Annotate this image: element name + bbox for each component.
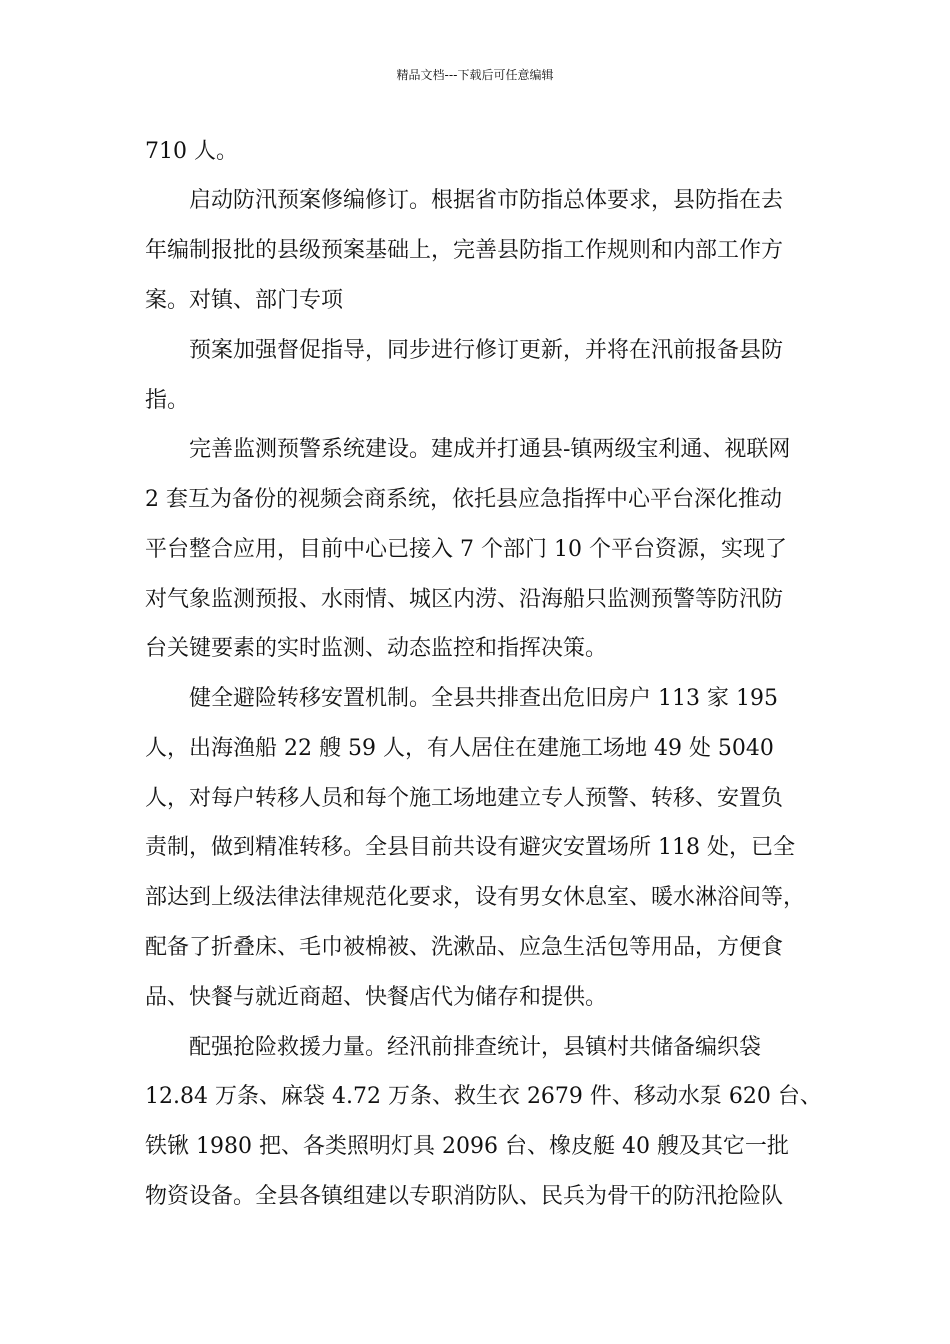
paragraph-start-line: 配强抢险救援力量。经汛前排查统计，县镇村共储备编织袋 (189, 1035, 762, 1060)
text-line: 2 套互为备份的视频会商系统，依托县应急指挥中心平台深化推动 (145, 487, 782, 512)
text-line: 部达到上级法律法律规范化要求，设有男女休息室、暖水淋浴间等， (145, 885, 806, 910)
text-line: 台关键要素的实时监测、动态监控和指挥决策。 (145, 636, 608, 661)
text-line: 配备了折叠床、毛巾被棉被、洗漱品、应急生活包等用品，方便食 (145, 935, 784, 960)
text-line: 铁锹 1980 把、各类照明灯具 2096 台、橡皮艇 40 艘及其它一批 (145, 1134, 789, 1159)
paragraph-start-line: 预案加强督促指导，同步进行修订更新，并将在汛前报备县防 (189, 338, 784, 363)
paragraph-start-line: 健全避险转移安置机制。全县共排查出危旧房户 113 家 195 (189, 686, 778, 711)
text-line: 年编制报批的县级预案基础上，完善县防指工作规则和内部工作方 (145, 238, 784, 263)
text-line: 物资设备。全县各镇组建以专职消防队、民兵为骨干的防汛抢险队 (145, 1184, 784, 1209)
paragraph-start-line: 完善监测预警系统建设。建成并打通县-镇两级宝利通、视联网 (189, 437, 791, 462)
text-line: 对气象监测预报、水雨情、城区内涝、沿海船只监测预警等防汛防 (145, 587, 784, 612)
text-line: 12.84 万条、麻袋 4.72 万条、救生衣 2679 件、移动水泵 620 台、 (145, 1084, 822, 1109)
text-line: 人，对每户转移人员和每个施工场地建立专人预警、转移、安置负 (145, 786, 784, 811)
text-line: 品、快餐与就近商超、快餐店代为储存和提供。 (145, 985, 608, 1010)
text-line: 案。对镇、部门专项 (145, 288, 344, 313)
text-line: 责制，做到精准转移。全县目前共设有避灾安置场所 118 处，已全 (145, 835, 795, 860)
text-line: 平台整合应用，目前中心已接入 7 个部门 10 个平台资源，实现了 (145, 537, 787, 562)
page-header: 精品文档---下载后可任意编辑 (396, 68, 554, 82)
text-line: 710 人。 (145, 139, 238, 164)
text-line: 人，出海渔船 22 艘 59 人，有人居住在建施工场地 49 处 5040 (145, 736, 774, 761)
text-line: 指。 (145, 388, 190, 413)
paragraph-start-line: 启动防汛预案修编修订。根据省市防指总体要求，县防指在去 (189, 188, 784, 213)
